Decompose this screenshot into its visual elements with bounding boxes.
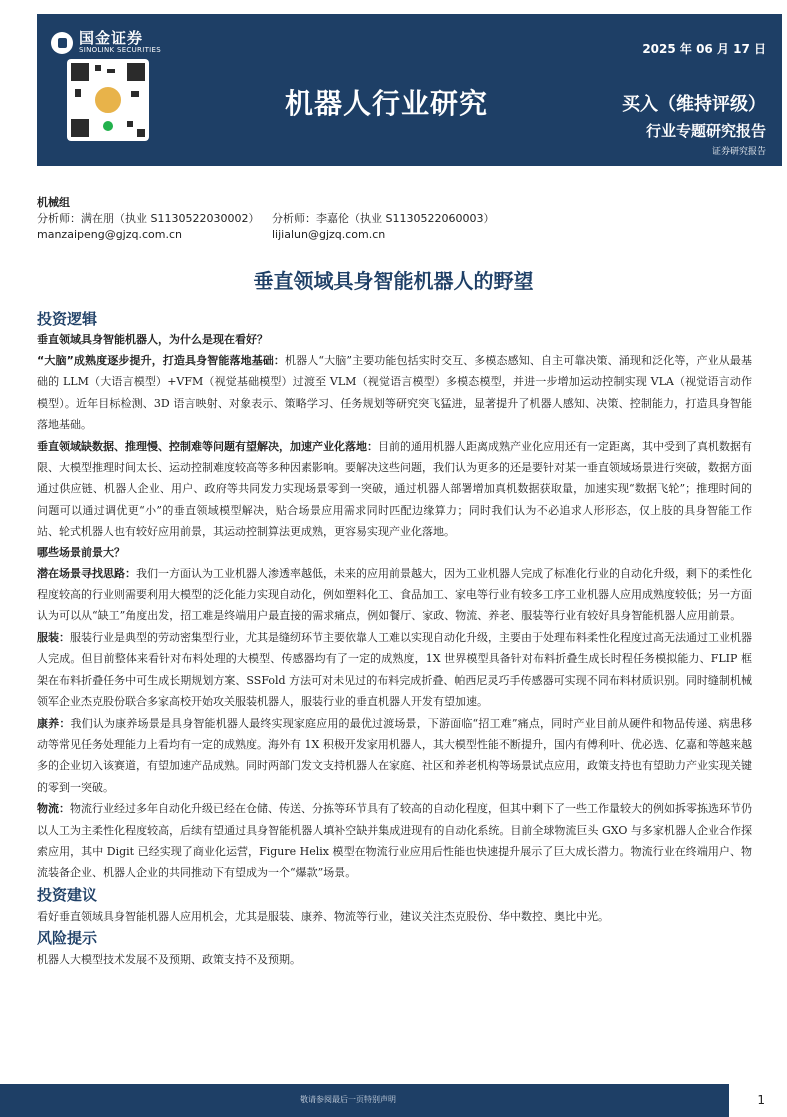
paragraph-text: 物流行业经过多年自动化升级已经在仓储、传送、分拣等环节具有了较高的自动化程度，但其中剩下了一些工作量较大的例如拆零拣选环节仍以人工为主柔性化程度较高，后续有望通过具身智能机器人填补空缺并集成进现有的自动化系统。目前全球物流巨头 GXO 与多家机器人企业合作探索应用，其中 Digit 已经实现了商业化运营，Figure Helix 模型在物流行业应用后性能也快速提升展示了巨大成长潜力。物流行业在终端用户、物流装备企业、机器人企业的共同推动下有望成为一个“爆款”场景。 bbox=[37, 802, 752, 880]
industry-group: 机械组 bbox=[37, 196, 70, 209]
paragraph-brain bbox=[37, 350, 752, 436]
paragraph-lead: 服装： bbox=[37, 630, 70, 644]
logo-icon bbox=[51, 32, 73, 54]
logo-name-en: SINOLINK SECURITIES bbox=[79, 46, 161, 54]
paragraph-lead: 潜在场景寻找思路： bbox=[37, 566, 136, 580]
page-number-box bbox=[729, 1084, 787, 1117]
section-heading-logic: 投资逻辑 bbox=[37, 310, 98, 328]
logo-name-cn: 国金证券 bbox=[79, 29, 144, 47]
wechat-icon bbox=[101, 119, 115, 133]
analyst-info bbox=[37, 195, 494, 243]
question-scenarios: 哪些场景前景大？ bbox=[37, 545, 125, 559]
report-title: 机器人行业研究 bbox=[285, 87, 489, 120]
paragraph-text: 我们一方面认为工业机器人渗透率越低，未来的应用前景越大，因为工业机器人完成了标准化行业的自动化升级，剩下的柔性化程度较高的行业则需要利用大模型的泛化能力实现自动化，例如塑料化工、食品加工、家电等行业有较多工序工业机器人应用成熟度较低；另一方面认为可以从“缺工”角度出发，招工难是终端用户最直接的需求痛点，例如餐厅、家政、物流、养老、服装等行业有较好具身智能机器人应用前景。 bbox=[37, 566, 752, 623]
paragraph-lead: 物流： bbox=[37, 802, 70, 816]
qr-code-icon[interactable] bbox=[67, 59, 149, 141]
report-date: 2025 年 06 月 17 日 bbox=[642, 42, 766, 56]
paragraph-vertical bbox=[37, 436, 752, 543]
paragraph-text: 目前的通用机器人距离成熟产业化应用还有一定距离，其中受到了真机数据有限、大模型推理时间太长、运动控制难度较高等多种因素影响。要解决这些问题，我们认为更多的还是要针对某一垂直领域场景进行突破，数据方面通过供应链、机器人企业、用户、政府等共同发力实现场景零到一突破，通过机器人部署增加真机数据获取量，加速实现“数据飞轮”；推理时间的问题可以通过调优更“小”的垂直领域模型解决，贴合场景应用需求同时匹配边缘算力；同时我们认为不必追求人形形态，仅上肢的具身智能工作站、轮式机器人也有较好应用前景，其运动控制算法更成熟，更容易实现产业化落地。 bbox=[37, 439, 752, 539]
page-footer bbox=[0, 1084, 787, 1117]
paragraph-lead: 垂直领域缺数据、推理慢、控制难等问题有望解决，加速产业化落地： bbox=[37, 439, 378, 453]
paragraph-text: 我们认为康养场景是具身智能机器人最终实现家庭应用的最优过渡场景，下游面临“招工难”痛点，同时产业目前从硬件和物品传递、病患移动等常见任务处理能力上看均有一定的成熟度。海外有 1X 积极开发家用机器人，其大模型性能不断提升，国内有傅利叶、优必选、亿嘉和等越来越多的企业切入该赛道，有望加速产品成熟。同时两部门发文支持机器人在家庭、社区和养老机构等场景试点应用，政策支持也有望助力产业实现关键的零到一突破。 bbox=[37, 716, 753, 794]
analyst-1: 分析师：满在朋（执业 S1130522030002） bbox=[37, 212, 260, 225]
section-heading-risk: 风险提示 bbox=[37, 929, 98, 948]
paragraph-logistics bbox=[37, 798, 752, 884]
rating: 买入（维持评级） bbox=[622, 94, 766, 115]
report-subtype: 证券研究报告 bbox=[711, 147, 766, 157]
paragraph-approach bbox=[37, 563, 752, 627]
report-body bbox=[37, 308, 752, 971]
paragraph-risk: 机器人大模型技术发展不及预期、政策支持不及预期。 bbox=[37, 953, 301, 967]
paragraph-text: 机器人“大脑”主要功能包括实时交互、多模态感知、自主可靠决策、涌现和泛化等，产业从最基础的 LLM（大语言模型）+VFM（视觉基础模型）过渡至 VLM（视觉语言模型）多模态模型，并进一步增加运动控制实现 VLA（视觉语言动作模型）。近年目标检测、3D 语言映射、对象表示、策略学习、任务规划等研究突飞猛进，显著提升了机器人感知、决策、控制能力，打造具身智能落地基础。 bbox=[37, 354, 752, 432]
paragraph-lead: 康养： bbox=[37, 716, 71, 730]
main-title: 垂直领域具身智能机器人的野望 bbox=[253, 269, 534, 293]
qr-center-logo bbox=[93, 85, 123, 115]
question-why-now: 垂直领域具身智能机器人，为什么是现在看好？ bbox=[37, 333, 268, 346]
paragraph-lead: “大脑”成熟度逐步提升，打造具身智能落地基础： bbox=[37, 354, 286, 367]
header-banner bbox=[37, 14, 782, 166]
section-heading-advice: 投资建议 bbox=[37, 885, 98, 904]
paragraph-advice: 看好垂直领域具身智能机器人应用机会，尤其是服装、康养、物流等行业，建议关注杰克股份、华中数控、奥比中光。 bbox=[37, 909, 609, 923]
paragraph-apparel bbox=[37, 627, 752, 713]
analyst-2-email[interactable]: lijialun@gjzq.com.cn bbox=[272, 228, 386, 241]
paragraph-text: 服装行业是典型的劳动密集型行业，尤其是缝纫环节主要依靠人工难以实现自动化升级，主要由于处理布料柔性化程度过高无法通过工业机器人完成。但目前整体来看针对布料处理的大模型、传感器均有了一定的成熟度，1X 世界模型具备针对布料折叠生成长时程任务模拟能力、FLIP 框架在布料折叠任务中可生成长期规划方案、SSFold 方法可对未见过的布料完成折叠、帕西尼灵巧手传感器可实现不同布料材质识别。同时缝制机械领军企业杰克股份联合多家高校开始攻关服装机器人，服装行业的垂直机器人开发有望加速。 bbox=[37, 630, 752, 709]
page-number: 1 bbox=[757, 1093, 765, 1107]
company-logo bbox=[51, 30, 161, 55]
report-type: 行业专题研究报告 bbox=[645, 122, 766, 140]
analyst-2: 分析师：李嘉伦（执业 S1130522060003） bbox=[272, 212, 495, 225]
analyst-1-email[interactable]: manzaipeng@gjzq.com.cn bbox=[37, 228, 183, 241]
disclaimer-note: 敬请参阅最后一页特别声明 bbox=[300, 1095, 396, 1104]
paragraph-eldercare bbox=[37, 713, 752, 799]
